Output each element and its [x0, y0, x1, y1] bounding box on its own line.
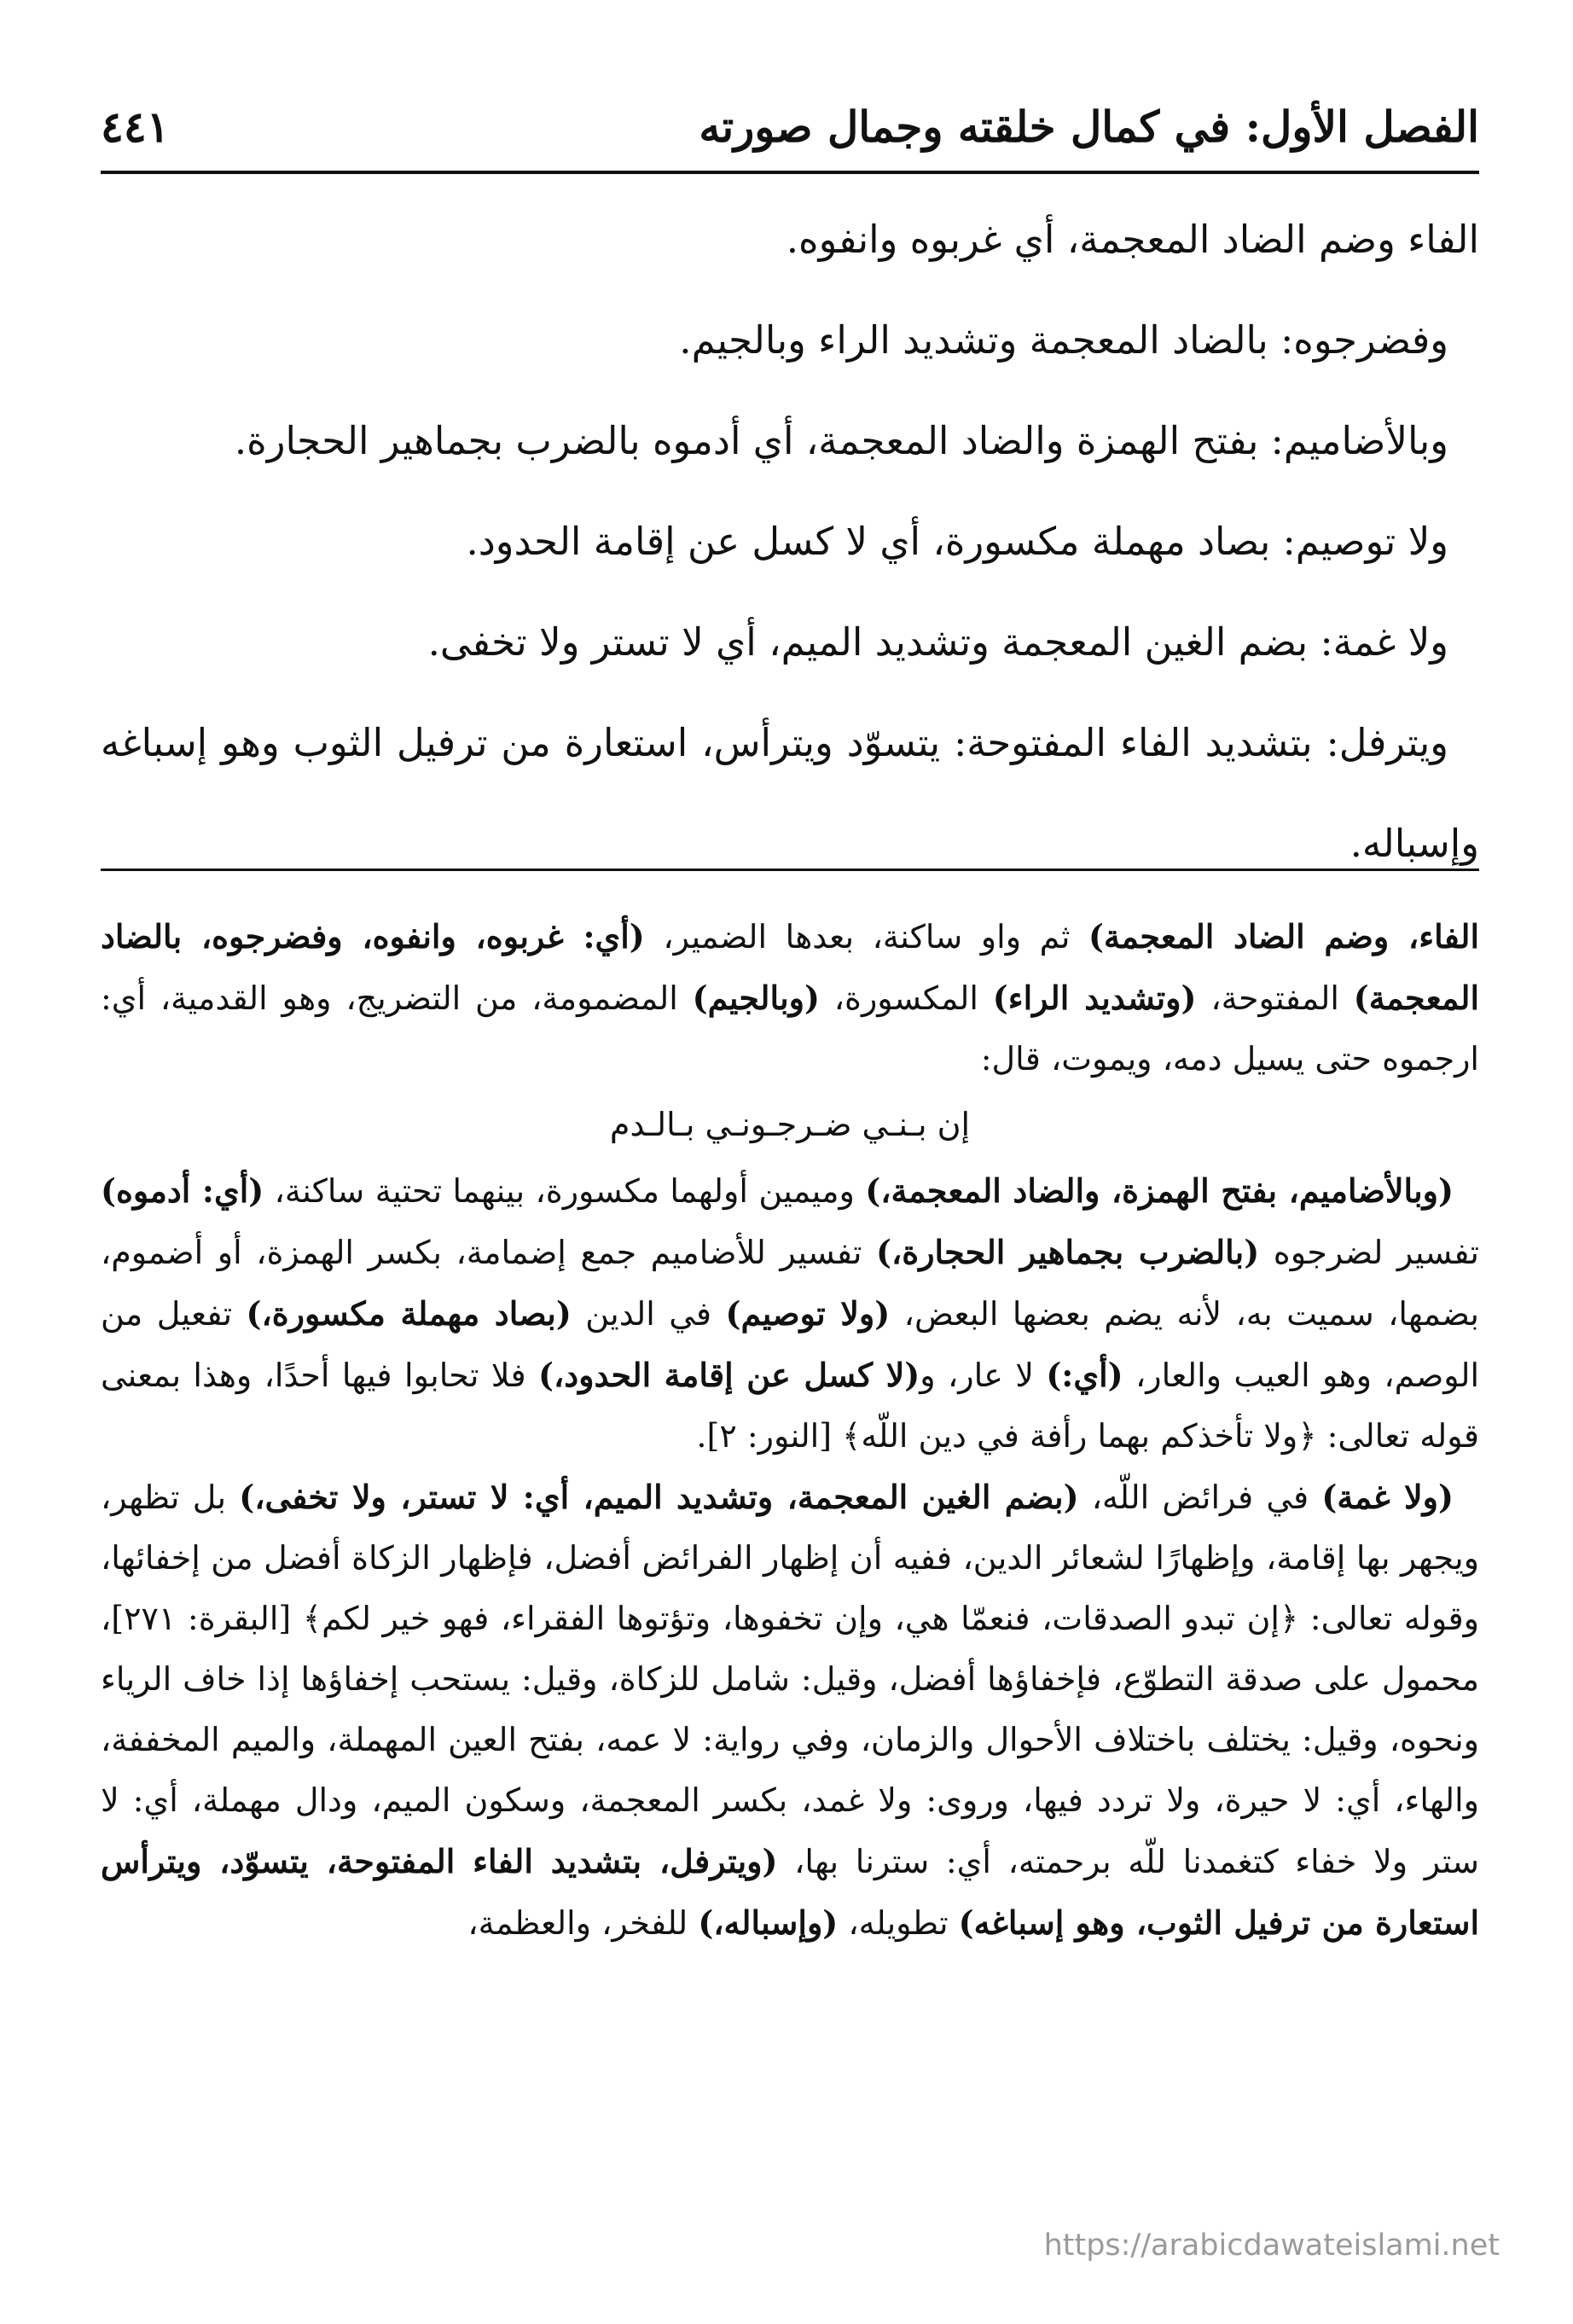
- plain-text: فلا تحابوا فيها أحدًا، وهذا بمعنى قوله تعالى: ﴿ولا تأخذكم بهما رأفة في دين اللّه﴾ [النور: ٢].: [101, 1357, 1479, 1455]
- bold-quote: (لا كسل عن إقامة الحدود،): [538, 1356, 920, 1394]
- bold-quote: (بضم الغين المعجمة، وتشديد الميم، أي: لا تستر، ولا تخفى،): [239, 1478, 1079, 1516]
- bold-quote: (بصاد مهملة مكسورة،): [246, 1294, 572, 1333]
- plain-text: في فرائض اللّه،: [1078, 1479, 1322, 1516]
- plain-text: تفسير للأضاميم جمع إضمامة، بكسر الهمزة، أو أضموم، بضمها، سميت به، لأنه يضم بعضها البعض،: [101, 1234, 1479, 1333]
- bold-quote: (ولا غمة): [1321, 1478, 1454, 1516]
- plain-text: المكسورة،: [819, 979, 993, 1017]
- commentary: [101, 906, 1479, 1954]
- matn-line: الفاء وضم الضاد المعجمة، أي غربوه وانفوه.: [786, 217, 1479, 262]
- matn-line: ولا غمة: بضم الغين المعجمة وتشديد الميم، أي لا تستر ولا تخفى.: [427, 619, 1448, 665]
- bold-quote: (وبالجيم): [692, 979, 820, 1017]
- plain-text: في الدين: [571, 1295, 726, 1333]
- bold-quote: (أي:): [1046, 1356, 1123, 1394]
- header-rule: [101, 171, 1479, 174]
- bold-quote: (ولا توصيم): [725, 1294, 891, 1333]
- bold-quote: (ويترفل، بتشديد الفاء المفتوحة، يتسوّد، ويترأس استعارة من ترفيل الثوب، وهو إسباغه): [101, 1842, 1479, 1942]
- plain-text: تطويله،: [838, 1904, 959, 1942]
- section-divider: [101, 869, 1479, 871]
- plain-text: ثم واو ساكنة، بعدها الضمير،: [644, 918, 1089, 956]
- matn-line: وبالأضاميم: بفتح الهمزة والضاد المعجمة، أي أدموه بالضرب بجماهير الحجارة.: [234, 418, 1448, 463]
- matn-line: ويترفل: بتشديد الفاء المفتوحة: يتسوّد ويترأس، استعارة من ترفيل الثوب وهو إسباغه وإسباله.: [101, 720, 1479, 866]
- matn-line: ولا توصيم: بصاد مهملة مكسورة، أي لا كسل عن إقامة الحدود.: [466, 519, 1448, 564]
- chapter-title: الفصل الأول: في كمال خلقته وجمال صورته: [699, 101, 1479, 152]
- bold-quote: (وإسباله،): [698, 1903, 839, 1942]
- plain-text: تفسير لضرجوه: [1259, 1234, 1479, 1271]
- plain-text: تفعيل من الوصم، وهو العيب والعار،: [101, 1295, 1479, 1394]
- commentary-paragraph: [101, 906, 1479, 1089]
- bold-quote: الفاء، وضم الضاد المعجمة): [1088, 917, 1480, 956]
- plain-text: المضمومة، من التضريج، وهو القدمية، أي: ارجموه حتى يسيل دمه، ويموت، قال:: [101, 979, 1479, 1078]
- main-text: [101, 189, 1479, 894]
- plain-text: للفخر، والعظمة،: [467, 1904, 699, 1942]
- bold-quote: (وبالأضاميم، بفتح الهمزة، والضاد المعجمة،): [865, 1171, 1454, 1210]
- plain-text: بل تظهر، ويجهر بها إقامة، وإظهارًا لشعائر الدين، ففيه أن إظهار الفرائض أفضل، فإظهار الزكاة أفضل من إخفائها، وقوله تعالى: ﴿إن تبدو الصدقات، فنعمّا هي، وإن تخفوها، وتؤتوها الفقراء، فهو خير لكم﴾ [البقرة: ٢٧١]، محمول على صدقة التطوّع، فإخفاؤها أفضل، وقيل: شامل للزكاة، وقيل: يستحب إخفاؤها إذا خاف الرياء ونحوه، وقيل: يختلف باختلاف الأحوال والزمان، وفي رواية: لا عمه، بفتح العين المهملة، والميم المخففة، والهاء، أي: لا حيرة، ولا تردد فيها، وروى: ولا غمد، بكسر المعجمة، وسكون الميم، ودال مهملة، أي: لا ستر ولا خفاء كتغمدنا للّه برحمته، أي: سترنا بها،: [101, 1479, 1480, 1880]
- commentary-paragraph: [101, 1467, 1479, 1954]
- plain-text: لا عار، و: [920, 1357, 1047, 1394]
- bold-quote: (بالضرب بجماهير الحجارة،): [876, 1233, 1260, 1271]
- bold-quote: (أي: أدموه): [101, 1171, 264, 1210]
- bold-quote: (وتشديد الراء): [992, 979, 1197, 1017]
- page-number: ٤٤١: [101, 101, 170, 152]
- poetry-verse: إن بـنـي ضـرجـونـي بـالـدم: [609, 1106, 971, 1143]
- bold-quote: (أي: غربوه، وانفوه، وفضرجوه، بالضاد المعجمة): [101, 917, 1480, 1017]
- running-header: [101, 85, 1479, 167]
- plain-text: المفتوحة،: [1196, 979, 1354, 1017]
- matn-line: وفضرجوه: بالضاد المعجمة وتشديد الراء وبالجيم.: [679, 317, 1448, 363]
- commentary-paragraph: [101, 1160, 1479, 1467]
- plain-text: وميمين أولهما مكسورة، بينهما تحتية ساكنة،: [264, 1172, 866, 1210]
- watermark-url: https://arabicdawateislami.net: [1043, 2228, 1500, 2263]
